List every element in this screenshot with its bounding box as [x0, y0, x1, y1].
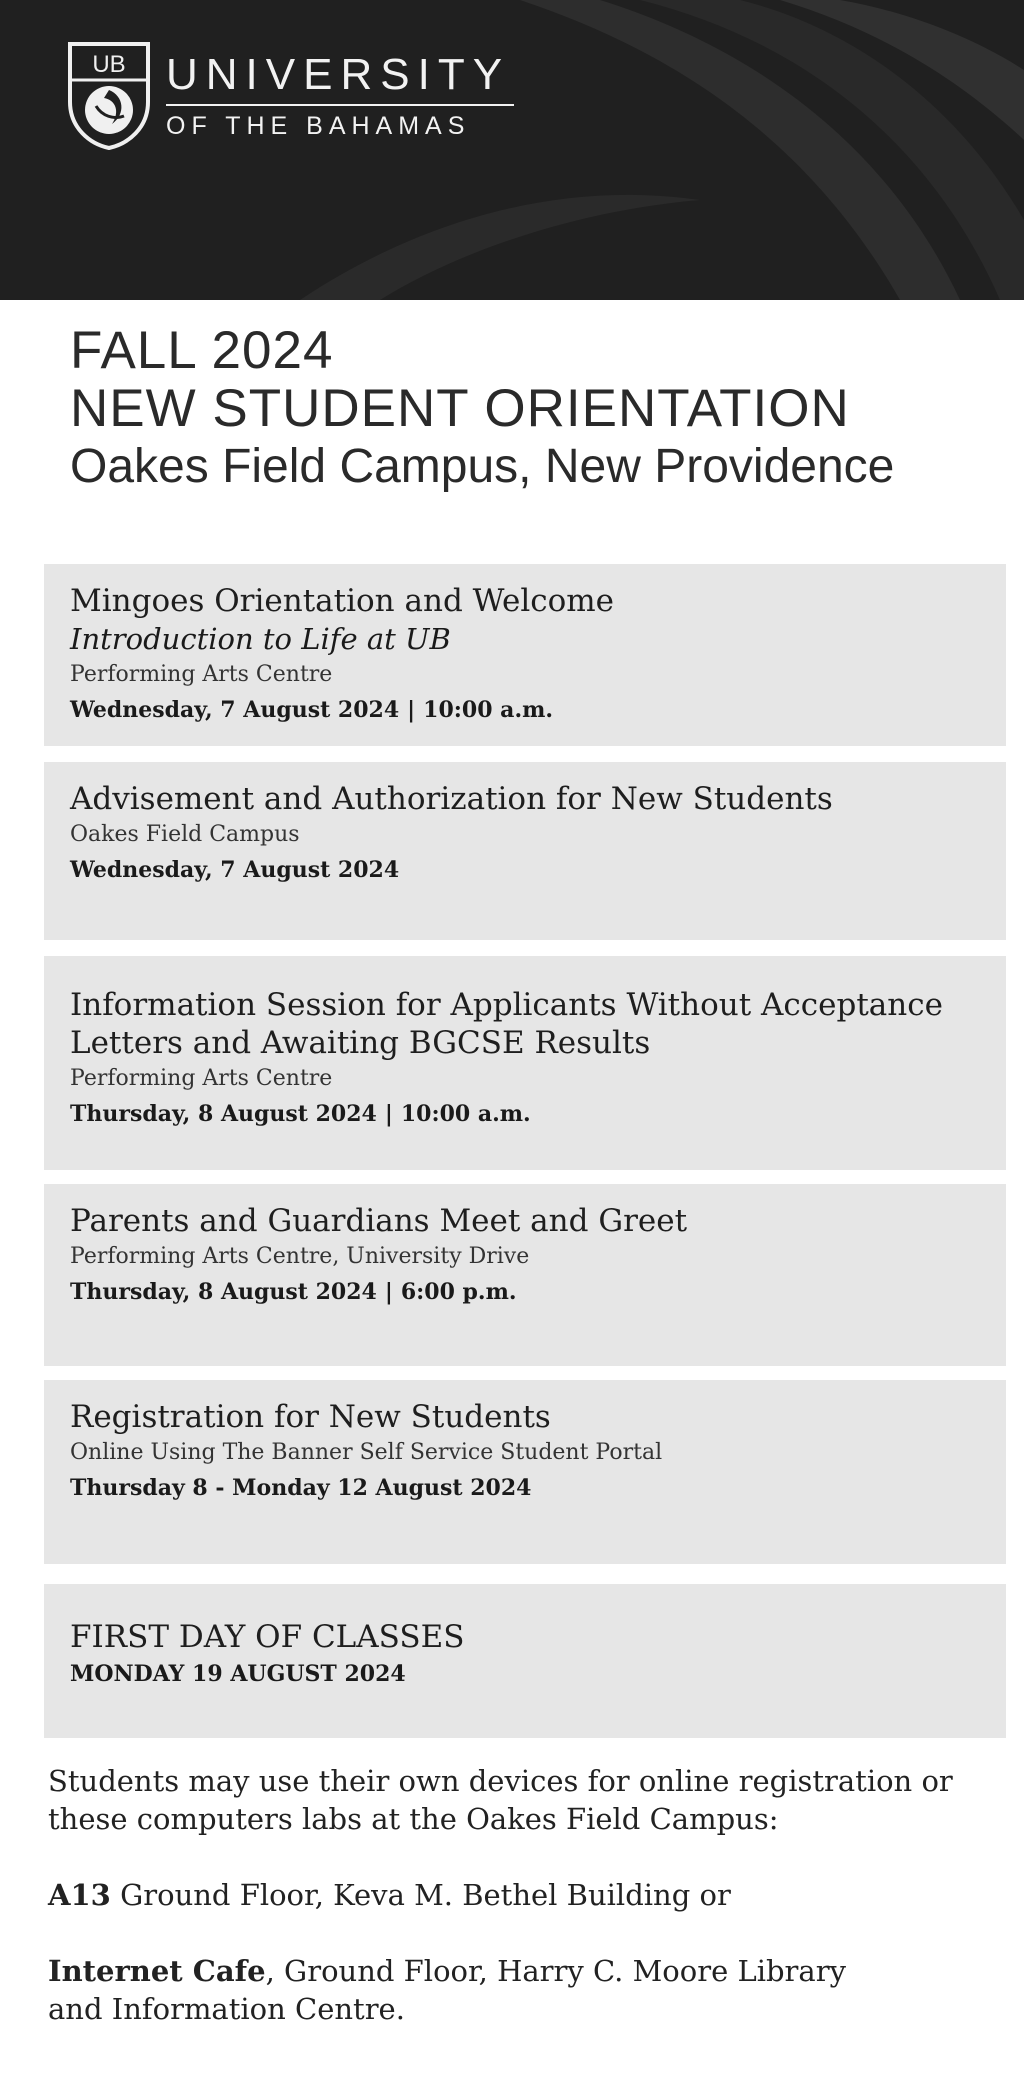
lab-a13 — [48, 1876, 988, 1914]
event-title: Advisement and Authorization for New Students — [70, 781, 833, 817]
computer-labs-note — [48, 1762, 988, 2028]
event-location: Oakes Field Campus — [70, 822, 300, 847]
time-separator: | — [384, 1279, 393, 1305]
event-location: Online Using The Banner Self Service Student Portal — [70, 1440, 663, 1465]
event-card-orientation-welcome — [44, 564, 1006, 746]
event-date: Wednesday, 7 August 2024 — [70, 697, 400, 723]
title-event: NEW STUDENT ORIENTATION — [70, 379, 850, 438]
lab-a13-location: Ground Floor, Keva M. Bethel Building or — [110, 1878, 731, 1912]
ub-crest-icon — [66, 40, 152, 150]
event-subtitle: Introduction to Life at UB — [70, 622, 451, 656]
first-day-title: FIRST DAY OF CLASSES — [70, 1619, 465, 1655]
event-card-information-session — [44, 956, 1006, 1170]
page-title-block — [0, 300, 1024, 496]
lab-internet-cafe-location-line2: and Information Centre. — [48, 1992, 405, 2026]
event-card-registration — [44, 1380, 1006, 1564]
event-date: Thursday 8 - Monday 12 August 2024 — [70, 1475, 532, 1501]
note-line1: Students may use their own devices for online registration or — [48, 1764, 953, 1798]
event-title: Registration for New Students — [70, 1399, 551, 1435]
title-term: FALL 2024 — [70, 321, 334, 380]
event-datetime — [70, 692, 980, 728]
event-date: Thursday, 8 August 2024 — [70, 1101, 377, 1127]
brand-name-line1: UNIVERSITY — [166, 50, 511, 99]
title-campus: Oakes Field Campus, New Providence — [70, 440, 895, 493]
event-location: Performing Arts Centre — [70, 662, 333, 687]
event-title: Mingoes Orientation and Welcome — [70, 583, 614, 619]
event-date: Wednesday, 7 August 2024 — [70, 857, 400, 883]
event-location: Performing Arts Centre — [70, 1066, 333, 1091]
event-title-line2: Letters and Awaiting BGCSE Results — [70, 1025, 651, 1061]
event-time: 6:00 p.m. — [400, 1279, 517, 1305]
event-time: 10:00 a.m. — [400, 1101, 531, 1127]
event-location: Performing Arts Centre, University Drive — [70, 1244, 530, 1269]
lab-internet-cafe-name: Internet Cafe — [48, 1954, 266, 1988]
event-datetime — [70, 1096, 980, 1132]
event-card-parents-meet-greet — [44, 1184, 1006, 1366]
lab-a13-name: A13 — [48, 1878, 111, 1912]
event-time: 10:00 a.m. — [423, 697, 554, 723]
event-datetime — [70, 1274, 980, 1310]
event-card-advisement — [44, 762, 1006, 940]
event-date: Thursday, 8 August 2024 — [70, 1279, 377, 1305]
crest-monogram: UB — [92, 51, 126, 78]
note-line2: these computers labs at the Oakes Field Campus: — [48, 1802, 779, 1836]
event-title: Parents and Guardians Meet and Greet — [70, 1203, 688, 1239]
first-day-date: MONDAY 19 AUGUST 2024 — [70, 1661, 406, 1687]
first-day-of-classes-card — [44, 1584, 1006, 1738]
brand-divider — [166, 104, 514, 106]
university-logo[interactable] — [66, 40, 514, 150]
lab-internet-cafe — [48, 1952, 988, 1990]
header-banner — [0, 0, 1024, 300]
time-separator: | — [407, 697, 416, 723]
time-separator: | — [384, 1101, 393, 1127]
brand-name-line2: OF THE BAHAMAS — [166, 112, 471, 140]
lab-internet-cafe-location: , Ground Floor, Harry C. Moore Library — [265, 1954, 846, 1988]
event-title-line1: Information Session for Applicants Without Acceptance — [70, 987, 943, 1023]
